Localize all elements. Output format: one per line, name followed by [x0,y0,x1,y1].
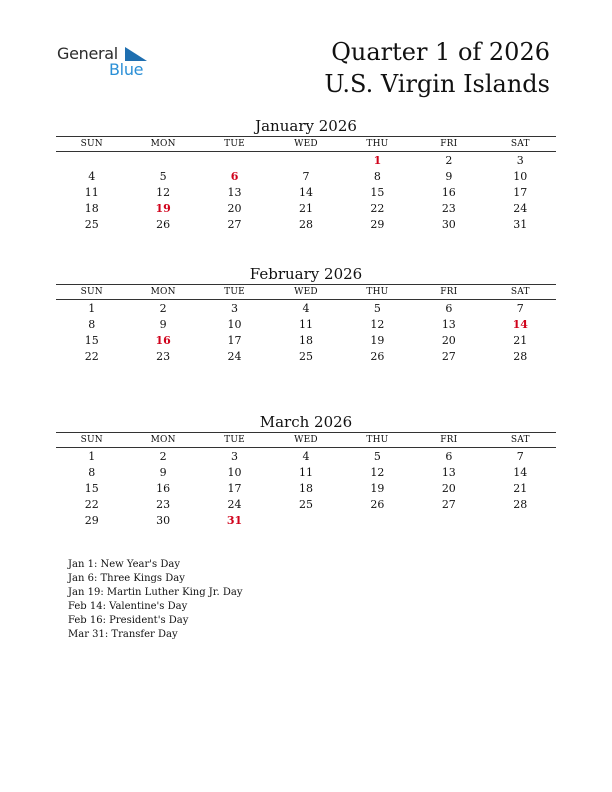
day-cell: 20 [227,201,242,215]
day-cell: 9 [159,317,167,331]
day-cell: 11 [84,185,99,199]
day-cell: 27 [227,217,242,231]
day-cell: 20 [441,333,456,347]
day-cell: 22 [370,201,385,215]
weekday-header: WED [270,285,341,300]
empty-cell [485,512,556,528]
month-february [56,264,556,364]
weekday-header: TUE [199,433,270,448]
holiday-day-cell: 14 [512,317,528,331]
day-cell: 4 [88,169,96,183]
day-cell: 10 [227,465,242,479]
week-row [56,496,556,512]
holiday-day-cell: 1 [373,153,382,167]
week-row [56,216,556,232]
day-cell: 6 [445,301,453,315]
day-cell: 25 [298,349,313,363]
week-row [56,480,556,496]
logo-text-general: General [57,44,118,63]
day-cell: 12 [156,185,171,199]
day-cell: 21 [513,333,528,347]
day-cell: 1 [88,449,96,463]
day-cell: 19 [370,333,385,347]
day-cell: 2 [159,301,167,315]
holiday-item: Feb 16: President's Day [68,615,189,627]
day-cell: 24 [227,349,242,363]
day-cell: 25 [84,217,99,231]
day-cell: 28 [513,497,528,511]
week-row [56,168,556,184]
day-cell: 5 [373,449,381,463]
day-cell: 7 [516,301,524,315]
day-cell: 17 [227,481,242,495]
week-row [56,512,556,528]
day-cell: 14 [513,465,528,479]
day-cell: 9 [445,169,453,183]
day-cell: 13 [441,465,456,479]
logo-triangle-icon [125,47,147,61]
day-cell: 23 [156,497,171,511]
empty-cell [270,512,341,528]
week-row [56,300,556,317]
logo-text-blue: Blue [109,60,144,79]
day-cell: 3 [231,301,239,315]
day-cell: 24 [513,201,528,215]
weekday-header: THU [342,285,413,300]
week-row [56,448,556,465]
day-cell: 26 [370,349,385,363]
day-cell: 6 [445,449,453,463]
weekday-header: TUE [199,285,270,300]
day-cell: 31 [513,217,528,231]
title-quarter: Quarter 1 of 2026 [331,38,550,66]
holiday-item: Feb 14: Valentine's Day [68,601,188,613]
weekday-header: FRI [413,285,484,300]
day-cell: 23 [156,349,171,363]
holiday-list [68,558,242,643]
day-cell: 25 [298,497,313,511]
day-cell: 29 [370,217,385,231]
title-region: U.S. Virgin Islands [324,70,550,98]
day-cell: 30 [441,217,456,231]
weekday-header: MON [127,137,198,152]
day-cell: 12 [370,465,385,479]
empty-cell [127,152,198,169]
month-title: March 2026 [259,413,353,431]
day-cell: 3 [231,449,239,463]
weekday-header: THU [342,137,413,152]
day-cell: 13 [227,185,242,199]
day-cell: 8 [373,169,381,183]
weekday-header: SAT [485,137,556,152]
day-cell: 27 [441,497,456,511]
page-title [324,36,550,100]
day-cell: 4 [302,301,310,315]
day-cell: 2 [159,449,167,463]
weekday-header: SAT [485,433,556,448]
day-cell: 20 [441,481,456,495]
weekday-header: THU [342,433,413,448]
day-cell: 18 [298,481,313,495]
day-cell: 26 [156,217,171,231]
weekday-header: MON [127,433,198,448]
calendar-grid [56,136,556,232]
week-row [56,348,556,364]
day-cell: 10 [513,169,528,183]
holiday-day-cell: 31 [226,513,243,527]
day-cell: 7 [516,449,524,463]
weekday-header-row [56,137,556,152]
empty-cell [56,152,127,169]
generalblue-logo [57,44,157,84]
day-cell: 22 [84,497,99,511]
day-cell: 18 [84,201,99,215]
month-title: February 2026 [249,265,363,283]
day-cell: 17 [513,185,528,199]
day-cell: 15 [84,481,99,495]
day-cell: 4 [302,449,310,463]
day-cell: 28 [298,217,313,231]
calendar-grid [56,284,556,364]
weekday-header: SUN [56,433,127,448]
week-row [56,184,556,200]
day-cell: 28 [513,349,528,363]
day-cell: 23 [441,201,456,215]
day-cell: 24 [227,497,242,511]
day-cell: 16 [441,185,456,199]
day-cell: 5 [373,301,381,315]
holiday-item: Mar 31: Transfer Day [68,629,178,641]
holiday-item: Jan 19: Martin Luther King Jr. Day [68,587,243,599]
day-cell: 8 [88,317,96,331]
day-cell: 1 [88,301,96,315]
day-cell: 17 [227,333,242,347]
day-cell: 11 [298,317,313,331]
weekday-header: FRI [413,137,484,152]
weekday-header: WED [270,137,341,152]
empty-cell [413,512,484,528]
holiday-day-cell: 19 [155,201,171,215]
day-cell: 16 [156,481,171,495]
day-cell: 10 [227,317,242,331]
day-cell: 27 [441,349,456,363]
calendar-grid [56,432,556,528]
weekday-header: MON [127,285,198,300]
day-cell: 29 [84,513,99,527]
day-cell: 7 [302,169,310,183]
weekday-header: FRI [413,433,484,448]
weekday-header: TUE [199,137,270,152]
day-cell: 19 [370,481,385,495]
empty-cell [270,152,341,169]
weekday-header: SUN [56,137,127,152]
day-cell: 9 [159,465,167,479]
day-cell: 5 [159,169,167,183]
week-row [56,316,556,332]
day-cell: 21 [298,201,313,215]
day-cell: 22 [84,349,99,363]
week-row [56,464,556,480]
holiday-item: Jan 6: Three Kings Day [68,573,185,585]
holiday-day-cell: 6 [230,169,239,183]
week-row [56,152,556,169]
weekday-header: SAT [485,285,556,300]
day-cell: 13 [441,317,456,331]
day-cell: 15 [84,333,99,347]
holiday-item: Jan 1: New Year's Day [68,559,180,570]
day-cell: 14 [298,185,313,199]
holiday-day-cell: 16 [155,333,171,347]
empty-cell [342,512,413,528]
weekday-header: WED [270,433,341,448]
weekday-header: SUN [56,285,127,300]
week-row [56,332,556,348]
weekday-header-row [56,285,556,300]
month-january [56,116,556,232]
day-cell: 15 [370,185,385,199]
weekday-header-row [56,433,556,448]
day-cell: 30 [156,513,171,527]
day-cell: 11 [298,465,313,479]
month-title: January 2026 [255,117,357,135]
day-cell: 12 [370,317,385,331]
week-row [56,200,556,216]
day-cell: 3 [516,153,524,167]
empty-cell [199,152,270,169]
day-cell: 18 [298,333,313,347]
day-cell: 8 [88,465,96,479]
day-cell: 26 [370,497,385,511]
month-march [56,412,556,528]
day-cell: 2 [445,153,453,167]
day-cell: 21 [513,481,528,495]
